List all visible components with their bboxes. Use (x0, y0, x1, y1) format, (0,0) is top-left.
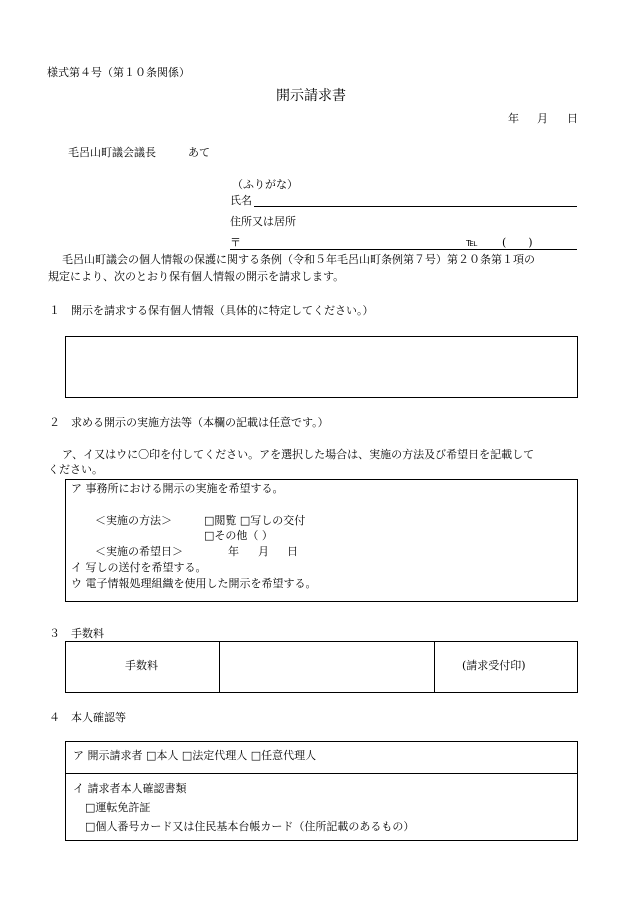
id-doc-license[interactable]: □運転免許証 (85, 801, 151, 814)
addressee-suffix: あて (188, 146, 210, 159)
option-a[interactable]: ア 事務所における開示の実施を希望する。 (71, 482, 284, 495)
postal-mark: 〒 (230, 236, 241, 249)
preferred-date-label: ＜実施の希望日＞ (95, 545, 183, 558)
date-year-label: 年 (508, 112, 519, 125)
fee-label: 手数料 (125, 659, 158, 672)
tel-label: ℡ (466, 236, 478, 249)
identity-table-divider (65, 773, 578, 774)
tel-parens: ( ) (502, 236, 533, 249)
preferred-date-month: 月 (258, 545, 269, 558)
stamp-label: (請求受付印) (462, 659, 526, 672)
name-field-line[interactable] (254, 206, 577, 207)
section-1-heading: １ 開示を請求する保有個人情報（具体的に特定してください。） (49, 304, 374, 317)
date-month-label: 月 (537, 112, 548, 125)
id-docs-heading: イ 請求者本人確認書類 (73, 782, 187, 795)
intro-line-1: 毛呂山町議会の個人情報の保護に関する条例（令和５年毛呂山町条例第７号）第２０条第１項の (62, 253, 535, 266)
section-2-note-2: ください。 (48, 463, 103, 476)
name-label: 氏名 (230, 194, 252, 207)
method-options-1[interactable]: □閲覧 □写しの交付 (204, 514, 306, 527)
section-2-heading: ２ 求める開示の実施方法等（本欄の記載は任意です。） (49, 416, 329, 429)
fee-table-divider-1 (219, 641, 220, 693)
option-i[interactable]: イ 写しの送付を希望する。 (71, 561, 207, 574)
method-label: ＜実施の方法＞ (95, 514, 172, 527)
intro-line-2: 規定により、次のとおり保有個人情報の開示を請求します。 (48, 270, 345, 283)
section-4-heading: ４ 本人確認等 (49, 711, 126, 724)
page-title: 開示請求書 (276, 88, 346, 104)
section-2-note-1: ア、イ又はウに〇印を付してください。アを選択した場合は、実施の方法及び希望日を記載して (62, 448, 535, 461)
date-day-label: 日 (567, 112, 578, 125)
method-options-2[interactable]: □その他（ ） (204, 529, 273, 542)
option-u[interactable]: ウ 電子情報処理組織を使用した開示を希望する。 (71, 577, 317, 590)
fee-table-divider-2 (434, 641, 435, 693)
section-3-heading: ３ 手数料 (49, 627, 104, 640)
requested-info-box[interactable] (65, 336, 578, 398)
addressee-name: 毛呂山町議会議長 (68, 146, 156, 159)
form-number: 様式第４号（第１０条関係） (47, 66, 190, 79)
id-doc-card[interactable]: □個人番号カード又は住民基本台帳カード（住所記載のあるもの） (85, 820, 415, 833)
requester-type-line[interactable]: ア 開示請求者 □本人 □法定代理人 □任意代理人 (73, 749, 317, 762)
furigana-label: （ふりがな） (232, 178, 298, 191)
address-label: 住所又は居所 (230, 215, 296, 228)
preferred-date-year: 年 (228, 545, 239, 558)
preferred-date-day: 日 (287, 545, 298, 558)
